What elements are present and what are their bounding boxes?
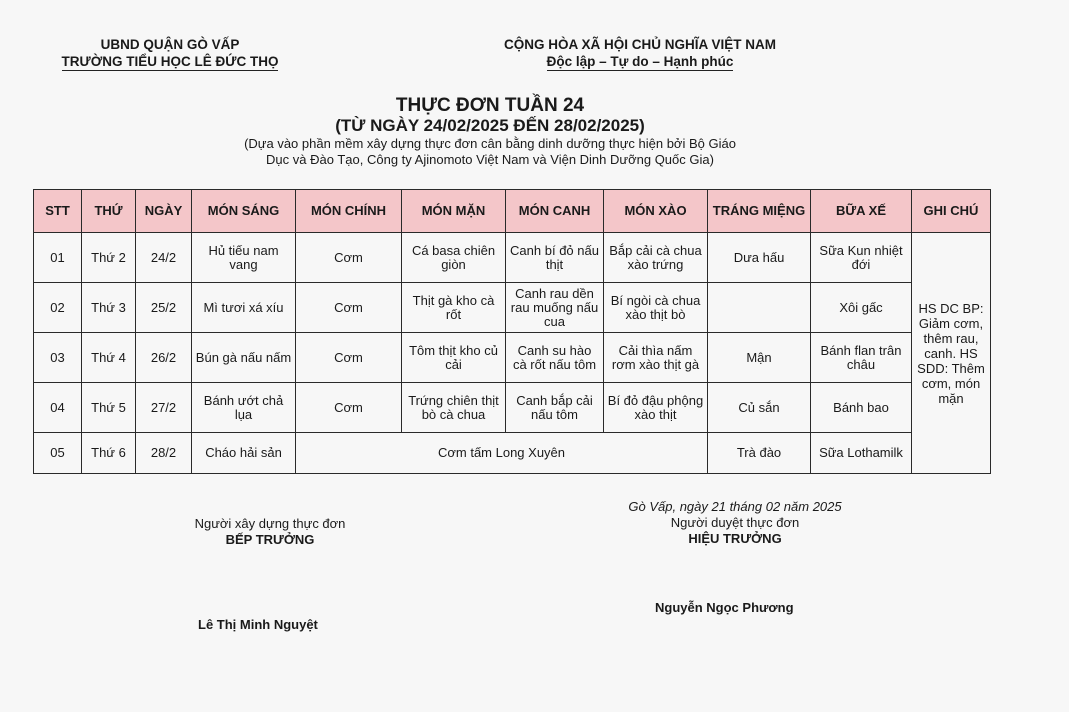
date-cell: 26/2 xyxy=(136,333,192,383)
note-cell: HS DC BP: Giảm cơm, thêm rau, canh. HS SDD: Thêm cơm, món mặn xyxy=(912,233,991,474)
snack-cell: Bánh flan trân châu xyxy=(811,333,912,383)
snack-cell: Bánh bao xyxy=(811,383,912,433)
preparer-title: BẾP TRƯỞNG xyxy=(225,532,315,547)
header-cell: BỮA XẾ xyxy=(811,190,912,233)
table-row xyxy=(34,283,991,333)
stt-cell: 01 xyxy=(34,233,82,283)
breakfast-cell: Cháo hải sản xyxy=(192,433,296,474)
dessert-cell: Dưa hấu xyxy=(708,233,811,283)
stt-cell: 05 xyxy=(34,433,82,474)
preparer-block xyxy=(180,516,360,548)
national-motto: Độc lập – Tự do – Hạnh phúc xyxy=(546,54,734,69)
header-cell: MÓN XÀO xyxy=(604,190,708,233)
table-row xyxy=(34,383,991,433)
date-cell: 24/2 xyxy=(136,233,192,283)
date-cell: 28/2 xyxy=(136,433,192,474)
soup-cell: Canh su hào cà rốt nấu tôm xyxy=(506,333,604,383)
soup-cell: Canh rau dền rau muống nấu cua xyxy=(506,283,604,333)
approver-name: Nguyễn Ngọc Phương xyxy=(655,600,794,615)
national-title: CỘNG HÒA XÃ HỘI CHỦ NGHĨA VIỆT NAM xyxy=(503,37,776,52)
stir-fry-cell: Cải thìa nấm rơm xào thịt gà xyxy=(604,333,708,383)
day-cell: Thứ 2 xyxy=(82,233,136,283)
snack-cell: Sữa Kun nhiệt đới xyxy=(811,233,912,283)
day-cell: Thứ 5 xyxy=(82,383,136,433)
snack-cell: Sữa Lothamilk xyxy=(811,433,912,474)
header-cell: MÓN MẶN xyxy=(402,190,506,233)
header-cell: STT xyxy=(34,190,82,233)
day-cell: Thứ 6 xyxy=(82,433,136,474)
snack-cell: Xôi gấc xyxy=(811,283,912,333)
soup-cell: Canh bí đỏ nấu thịt xyxy=(506,233,604,283)
dessert-cell: Trà đào xyxy=(708,433,811,474)
stir-fry-cell: Bí ngòi cà chua xào thịt bò xyxy=(604,283,708,333)
school-header xyxy=(40,36,300,71)
combined-meal-cell: Cơm tấm Long Xuyên xyxy=(296,433,708,474)
stt-cell: 03 xyxy=(34,333,82,383)
main-dish-cell: Cơm xyxy=(296,333,402,383)
table-header-row xyxy=(34,190,991,233)
day-cell: Thứ 4 xyxy=(82,333,136,383)
menu-note-line-2: Dục và Đào Tạo, Công ty Ajinomoto Việt Nam và Viện Dinh Dưỡng Quốc Gia) xyxy=(266,152,714,167)
savory-dish-cell: Trứng chiên thịt bò cà chua xyxy=(402,383,506,433)
stir-fry-cell: Bắp cải cà chua xào trứng xyxy=(604,233,708,283)
main-dish-cell: Cơm xyxy=(296,233,402,283)
dessert-cell: Củ sắn xyxy=(708,383,811,433)
approver-role: Người duyệt thực đơn xyxy=(670,515,800,530)
breakfast-cell: Bún gà nấu nấm xyxy=(192,333,296,383)
breakfast-cell: Mì tươi xá xíu xyxy=(192,283,296,333)
header-cell: MÓN CANH xyxy=(506,190,604,233)
approver-block xyxy=(600,499,870,547)
menu-title: THỰC ĐƠN TUẦN 24 xyxy=(395,95,585,116)
title-block xyxy=(200,96,780,167)
national-header xyxy=(470,36,810,71)
header-cell: MÓN CHÍNH xyxy=(296,190,402,233)
header-cell: NGÀY xyxy=(136,190,192,233)
soup-cell: Canh bắp cải nấu tôm xyxy=(506,383,604,433)
approver-title: HIỆU TRƯỞNG xyxy=(688,531,782,546)
table-row xyxy=(34,233,991,283)
day-cell: Thứ 3 xyxy=(82,283,136,333)
signing-date: Gò Vấp, ngày 21 tháng 02 năm 2025 xyxy=(628,499,842,514)
stt-cell: 04 xyxy=(34,383,82,433)
menu-table xyxy=(33,189,991,474)
savory-dish-cell: Cá basa chiên giòn xyxy=(402,233,506,283)
header-cell: TRÁNG MIỆNG xyxy=(708,190,811,233)
breakfast-cell: Hủ tiếu nam vang xyxy=(192,233,296,283)
district-name: UBND QUẬN GÒ VẤP xyxy=(100,37,240,52)
savory-dish-cell: Thịt gà kho cà rốt xyxy=(402,283,506,333)
school-name: TRƯỜNG TIỂU HỌC LÊ ĐỨC THỌ xyxy=(61,54,279,69)
savory-dish-cell: Tôm thịt kho củ cải xyxy=(402,333,506,383)
preparer-name: Lê Thị Minh Nguyệt xyxy=(198,617,318,632)
main-dish-cell: Cơm xyxy=(296,283,402,333)
dessert-cell: Mận xyxy=(708,333,811,383)
table-row xyxy=(34,433,991,474)
main-dish-cell: Cơm xyxy=(296,383,402,433)
header-cell: GHI CHÚ xyxy=(912,190,991,233)
stt-cell: 02 xyxy=(34,283,82,333)
breakfast-cell: Bánh ướt chả lụa xyxy=(192,383,296,433)
header-cell: MÓN SÁNG xyxy=(192,190,296,233)
preparer-role: Người xây dựng thực đơn xyxy=(194,516,346,531)
header-cell: THỨ xyxy=(82,190,136,233)
dessert-cell xyxy=(708,283,811,333)
table-row xyxy=(34,333,991,383)
date-cell: 27/2 xyxy=(136,383,192,433)
menu-date-range: (TỪ NGÀY 24/02/2025 ĐẾN 28/02/2025) xyxy=(335,116,645,135)
date-cell: 25/2 xyxy=(136,283,192,333)
menu-note-line-1: (Dựa vào phần mềm xây dựng thực đơn cân bằng dinh dưỡng thực hiện bởi Bộ Giáo xyxy=(244,136,736,151)
stir-fry-cell: Bí đỏ đậu phộng xào thịt xyxy=(604,383,708,433)
